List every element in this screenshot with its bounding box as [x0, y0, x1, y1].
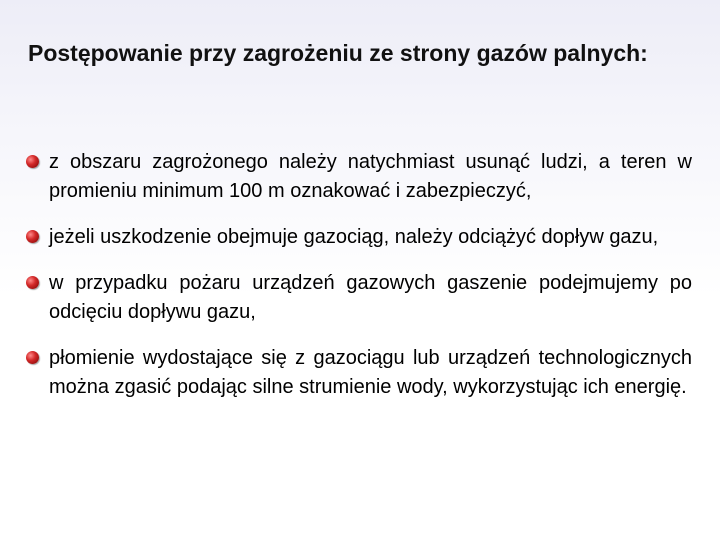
- red-ball-bullet-icon: [26, 276, 39, 289]
- bullet-text: w przypadku pożaru urządzeń gazowych gaszenie podejmujemy po odcięciu dopływu gazu,: [49, 272, 692, 323]
- red-ball-bullet-icon: [26, 230, 39, 243]
- list-item: [26, 269, 692, 327]
- list-item: [26, 148, 692, 206]
- slide-title: Postępowanie przy zagrożeniu ze strony gazów palnych:: [28, 40, 648, 66]
- bullet-text: płomienie wydostające się z gazociągu lub urządzeń technologicznych można zgasić podając silne strumienie wody, wykorzystując ich energię.: [49, 347, 692, 398]
- bullet-list: [26, 148, 692, 419]
- list-item: [26, 344, 692, 402]
- red-ball-bullet-icon: [26, 351, 39, 364]
- bullet-text: jeżeli uszkodzenie obejmuje gazociąg, należy odciążyć dopływ gazu,: [49, 226, 659, 248]
- red-ball-bullet-icon: [26, 155, 39, 168]
- list-item: [26, 223, 692, 252]
- bullet-text: z obszaru zagrożonego należy natychmiast usunąć ludzi, a teren w promieniu minimum 100 m oznakować i zabezpieczyć,: [49, 151, 692, 202]
